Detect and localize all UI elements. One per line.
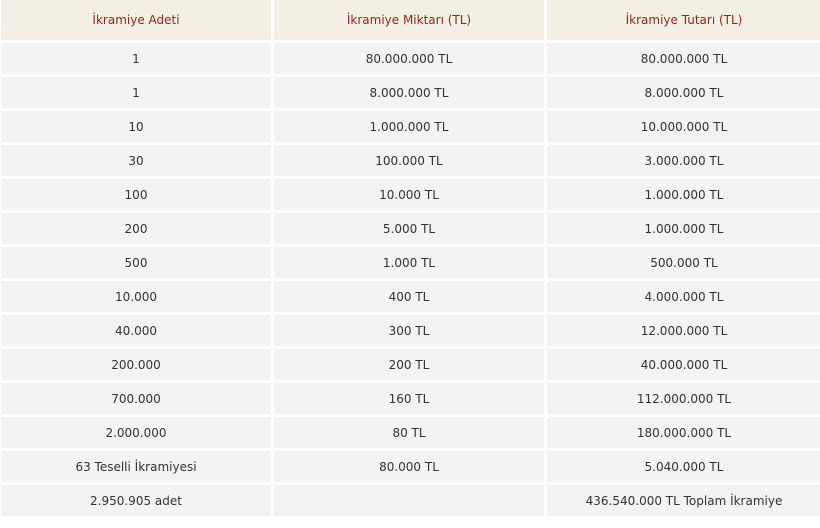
table-row — [1, 281, 820, 312]
cell-total-amount — [274, 485, 544, 516]
table-row — [1, 247, 820, 278]
cell-prize-amount: 80 TL — [274, 417, 544, 448]
cell-prize-amount: 10.000 TL — [274, 179, 544, 210]
cell-prize-amount: 1.000 TL — [274, 247, 544, 278]
cell-prize-count: 2.000.000 — [1, 417, 271, 448]
cell-prize-total: 10.000.000 TL — [547, 111, 820, 142]
cell-prize-amount: 400 TL — [274, 281, 544, 312]
header-prize-amount: İkramiye Miktarı (TL) — [274, 0, 544, 40]
table-row — [1, 179, 820, 210]
cell-prize-amount: 8.000.000 TL — [274, 77, 544, 108]
cell-prize-amount: 160 TL — [274, 383, 544, 414]
cell-prize-count: 500 — [1, 247, 271, 278]
cell-prize-amount: 200 TL — [274, 349, 544, 380]
table-row — [1, 417, 820, 448]
cell-prize-total: 112.000.000 TL — [547, 383, 820, 414]
cell-prize-amount: 80.000 TL — [274, 451, 544, 482]
cell-prize-amount: 80.000.000 TL — [274, 43, 544, 74]
cell-prize-count: 200.000 — [1, 349, 271, 380]
cell-prize-total: 500.000 TL — [547, 247, 820, 278]
cell-prize-amount: 300 TL — [274, 315, 544, 346]
cell-prize-amount: 1.000.000 TL — [274, 111, 544, 142]
header-prize-total: İkramiye Tutarı (TL) — [547, 0, 820, 40]
cell-prize-count: 10 — [1, 111, 271, 142]
cell-prize-total: 5.040.000 TL — [547, 451, 820, 482]
cell-prize-count: 30 — [1, 145, 271, 176]
cell-prize-count: 1 — [1, 43, 271, 74]
table-row — [1, 315, 820, 346]
cell-prize-count: 40.000 — [1, 315, 271, 346]
cell-prize-amount: 5.000 TL — [274, 213, 544, 244]
cell-prize-count: 100 — [1, 179, 271, 210]
cell-prize-total: 8.000.000 TL — [547, 77, 820, 108]
cell-prize-count: 10.000 — [1, 281, 271, 312]
cell-prize-total: 4.000.000 TL — [547, 281, 820, 312]
cell-prize-total: 1.000.000 TL — [547, 213, 820, 244]
table-row — [1, 111, 820, 142]
cell-prize-count: 200 — [1, 213, 271, 244]
cell-prize-count: 63 Teselli İkramiyesi — [1, 451, 271, 482]
cell-total-count: 2.950.905 adet — [1, 485, 271, 516]
cell-prize-total: 80.000.000 TL — [547, 43, 820, 74]
header-prize-count: İkramiye Adeti — [1, 0, 271, 40]
table-row — [1, 213, 820, 244]
cell-prize-total: 180.000.000 TL — [547, 417, 820, 448]
cell-prize-count: 1 — [1, 77, 271, 108]
table-row — [1, 43, 820, 74]
cell-prize-total: 1.000.000 TL — [547, 179, 820, 210]
cell-prize-total: 40.000.000 TL — [547, 349, 820, 380]
cell-prize-count: 700.000 — [1, 383, 271, 414]
table-row — [1, 451, 820, 482]
cell-prize-total: 12.000.000 TL — [547, 315, 820, 346]
cell-prize-total: 3.000.000 TL — [547, 145, 820, 176]
table-row — [1, 349, 820, 380]
header-row — [1, 0, 820, 40]
total-row — [1, 485, 820, 516]
table-row — [1, 145, 820, 176]
cell-total-sum: 436.540.000 TL Toplam İkramiye — [547, 485, 820, 516]
cell-prize-amount: 100.000 TL — [274, 145, 544, 176]
table-row — [1, 383, 820, 414]
table-row — [1, 77, 820, 108]
